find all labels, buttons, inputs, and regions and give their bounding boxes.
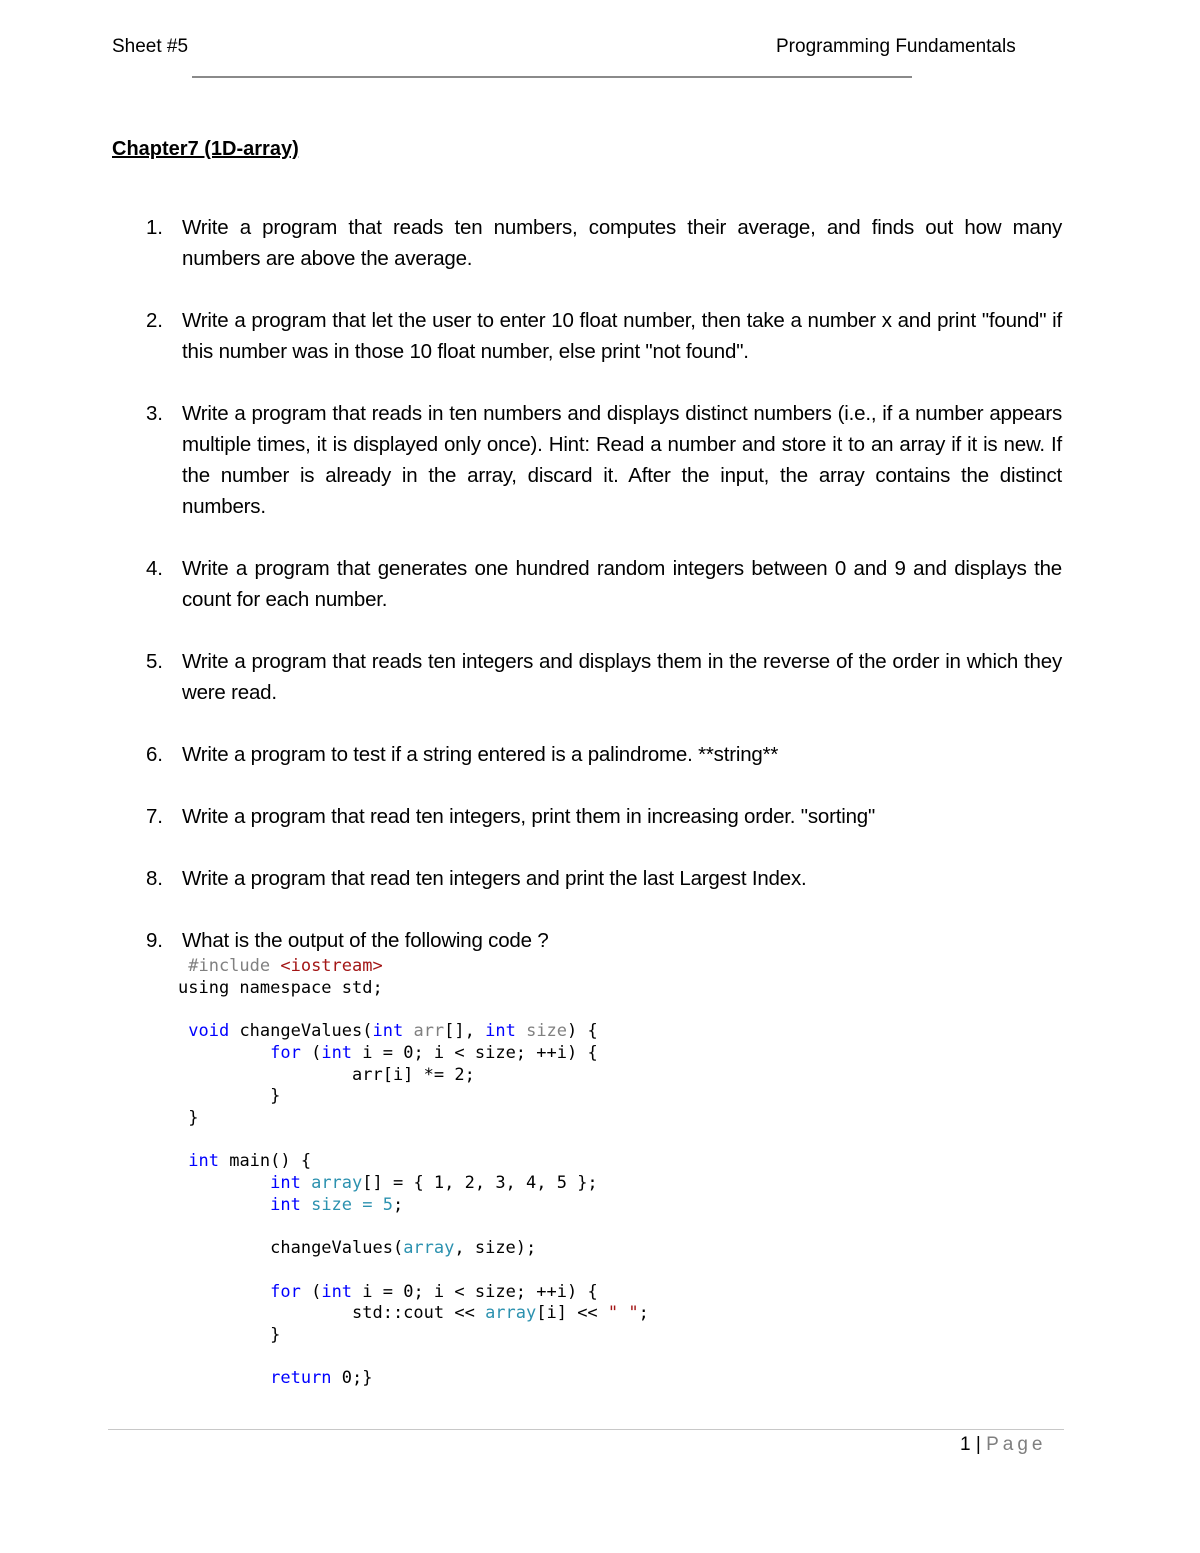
page-word: Page	[986, 1434, 1047, 1455]
question-item	[112, 212, 1062, 274]
question-item	[112, 801, 1062, 832]
question-item	[112, 305, 1062, 367]
question-item	[112, 863, 1062, 894]
question-item	[112, 398, 1062, 522]
question-list	[112, 212, 1062, 987]
question-number: 4.	[146, 557, 163, 580]
code-line: arr[i] *= 2;	[352, 1064, 475, 1085]
page-header-left: Sheet #5	[112, 36, 189, 57]
page-separator: |	[975, 1434, 981, 1455]
code-snippet	[178, 956, 649, 1390]
page-number: 1	[960, 1434, 971, 1455]
question-text: Write a program to test if a string entered is a palindrome. **string**	[182, 743, 779, 766]
code-line: }	[188, 1107, 199, 1128]
code-line: }	[270, 1086, 281, 1107]
footer-divider	[108, 1429, 1064, 1430]
question-text: Write a program that reads in ten numbers and displays distinct numbers (i.e., if a number appears multiple times, it is displayed only once). Hint: Read a number and store it to an array if it is new. If the number is already in the array, discard it. After the input, the array contains the distinct numbers.	[182, 402, 1062, 518]
question-item	[112, 739, 1062, 770]
code-line: for (int i = 0; i < size; ++i) {	[270, 1281, 598, 1302]
question-text: What is the output of the following code ?	[182, 929, 549, 952]
code-line: }	[270, 1324, 281, 1345]
question-number: 9.	[146, 929, 163, 952]
question-item	[112, 646, 1062, 708]
code-line: #include <iostream>	[178, 956, 383, 976]
question-number: 5.	[146, 650, 163, 673]
question-item	[112, 553, 1062, 615]
question-text: Write a program that generates one hundred random integers between 0 and 9 and displays the count for each number.	[182, 557, 1062, 611]
question-text: Write a program that let the user to enter 10 float number, then take a number x and print "found" if this number was in those 10 float number, else print "not found".	[182, 309, 1062, 363]
question-text: Write a program that read ten integers and print the last Largest Index.	[182, 867, 807, 890]
question-text: Write a program that reads ten integers and displays them in the reverse of the order in which they were read.	[182, 650, 1062, 704]
page-header-right: Programming Fundamentals	[776, 36, 1016, 57]
question-item	[112, 925, 1062, 956]
question-number: 7.	[146, 805, 163, 828]
code-line: using namespace std;	[178, 977, 383, 998]
page-footer	[960, 1434, 1046, 1456]
question-number: 1.	[146, 216, 163, 239]
code-line: int main() {	[188, 1151, 312, 1172]
header-divider	[192, 76, 912, 78]
question-number: 6.	[146, 743, 163, 766]
code-line: return 0;}	[270, 1368, 373, 1389]
question-number: 2.	[146, 309, 163, 332]
question-number: 8.	[146, 867, 163, 890]
question-text: Write a program that reads ten numbers, computes their average, and finds out how many numbers are above the average.	[182, 216, 1062, 270]
code-line: int size = 5;	[270, 1194, 404, 1215]
code-line: int array[] = { 1, 2, 3, 4, 5 };	[270, 1173, 598, 1194]
question-text: Write a program that read ten integers, print them in increasing order. "sorting"	[182, 805, 876, 828]
code-line: std::cout << array[i] << " ";	[352, 1303, 649, 1324]
code-line: changeValues(array, size);	[270, 1238, 537, 1259]
code-line: void changeValues(int arr[], int size) {	[188, 1021, 598, 1042]
code-line: for (int i = 0; i < size; ++i) {	[270, 1042, 598, 1063]
question-number: 3.	[146, 402, 163, 425]
chapter-title: Chapter7 (1D-array)	[112, 138, 299, 160]
